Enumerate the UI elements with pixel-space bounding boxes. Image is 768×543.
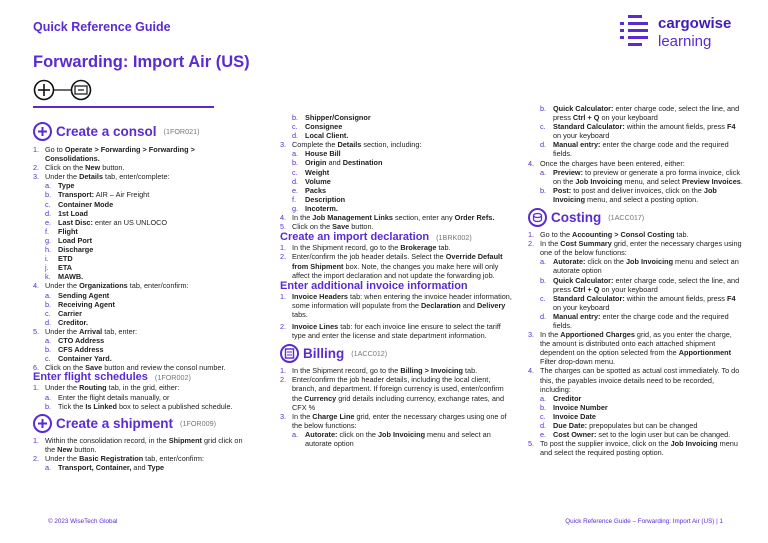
logo-icon — [620, 15, 650, 49]
title-divider — [33, 106, 214, 108]
column-1: Create a consol (1FOR021) 1. Go to Operate > Forwarding > Forwarding > Consolidations. 2. Click on the New button. 3. Under the Details tab, enter/complete: a. Type b. Transport: AIR – Air Freight c. Container Mode d. 1st Load e. Last Disc: enter an US UNLOCO f. Flight g. Load Port h. Discharge i. ETD j. ETA k. MAWB. 4. Under the Organizations tab, enter/confirm: a. Sending Agent b. Receiving Agent c. Carrier d. Creditor. 5. Under the Arrival tab, enter: a. CTO Address b. CFS Address c. Container Yard. 6. Click on the Save button and review the consol number. Enter flight schedules (1FOR002) 1. Under the Routing tab, in the grid, either: a. Enter the flight details manually, or b. Tick the Is Linked box to select a published schedule. Create a shipment (1FOR009) 1. Within the consolidation record, in the Shipment grid click on the New button. 2. Under the Basic Registration tab, enter/confirm: a. Transport, Container, and Type — [33, 123, 243, 472]
column-3: b. Quick Calculator: enter charge code, select the line, and press Ctrl + Q on your keyboard c. Standard Calculator: within the amount fields, press F4 on your keyboard d. Manual entry: enter the charge code and the required fields. 4. Once the charges have been entered, either: a. Preview: to preview or generate a pro forma invoice, click on the Job Invoicing menu, and select Preview Invoices. b. Post: to post and deliver invoices, click on the Job Invoicing menu, and select a posting option. Costing (1ACC017) 1. Go to the Accounting > Consol Costing tab. 2. In the Cost Summary grid, enter the necessary charges using one of the below functions: a. Autorate: click on the Job Invoicing menu and select an autorate option b. Quick Calculator: enter charge code, select the line, and press Ctrl + Q on your keyboard c. Standard Calculator: within the amount fields, press F4 on your keyboard d. Manual entry: enter the charge code and the required fields. 3. In the Apportioned Charges grid, as you enter the charge, the amount is distributed onto each attached shipment dependent on the option selected from the Apportionment Filter drop-down menu. 4. The charges can be spotted as actual cost immediately. To do this, the payables invoice details need to be recorded, including: a. Creditor b. Invoice Number c. Invoice Date d. Due Date: prepopulates but can be changed e. Cost Owner: set to the login user but can be changed. 5. To post the supplier invoice, click on the Job Invoicing menu and select the required posting option. — [528, 104, 743, 458]
logo-text-1: cargowise — [658, 15, 732, 32]
logo-text-2: learning — [658, 33, 712, 50]
footer-copyright: © 2023 WiseTech Global — [48, 518, 118, 525]
section-import-declaration: Create an import declaration (1BRK002) — [280, 231, 472, 244]
section-create-consol: Create a consol (1FOR021) — [33, 122, 243, 141]
footer-page: Quick Reference Guide – Forwarding: Import Air (US) | 1 — [565, 518, 723, 525]
invoice-icon — [280, 344, 299, 363]
plus-icon — [33, 414, 52, 433]
cargowise-logo — [620, 13, 750, 53]
page-title: Forwarding: Import Air (US) — [33, 53, 250, 71]
coin-icon — [528, 208, 547, 227]
plus-icon — [33, 122, 52, 141]
section-flight-schedules: Enter flight schedules (1FOR002) — [33, 371, 191, 384]
section-create-shipment: Create a shipment (1FOR009) — [33, 414, 243, 433]
column-2: b. Shipper/Consignor c. Consignee d. Local Client. 3. Complete the Details section, including: a. House Bill b. Origin and Destination c. Weight d. Volume e. Packs f. Description g. Incoterm. 4. In the Job Management Links section, enter any Order Refs. 5. Click on the Save button. Create an import declaration (1BRK002) 1. In the Shipment record, go to the Brokerage tab. 2. Enter/confirm the job header details. Select the Override Default from Shipment box. Note, the changes you make here will only affect the import declaration and not update the forwarding job. Enter additional invoice information 1. Invoice Headers tab: when entering the invoice header information, some information will populate from the Declaration and Delivery tabs. 2. Invoice Lines tab: for each invoice line ensure to select the tariff type and enter the license and state department information. Billing (1ACC012) 1. In the Shipment record, go to the Billing > Invoicing tab. 2. Enter/confirm the job header details, including the local client, branch, and department. If foreign currency is used, enter/confirm the Currency grid details including currency, exchange rates, and CFX % 3. In the Charge Line grid, enter the necessary charges using one of the below functions: a. Autorate: click on the Job Invoicing menu and select an autorate option — [280, 113, 515, 448]
section-costing: Costing (1ACC017) — [528, 208, 743, 227]
guide-title: Quick Reference Guide — [33, 20, 171, 34]
section-invoice-info: Enter additional invoice information — [280, 279, 468, 292]
title-icons — [33, 79, 103, 101]
section-billing: Billing (1ACC012) — [280, 344, 515, 363]
